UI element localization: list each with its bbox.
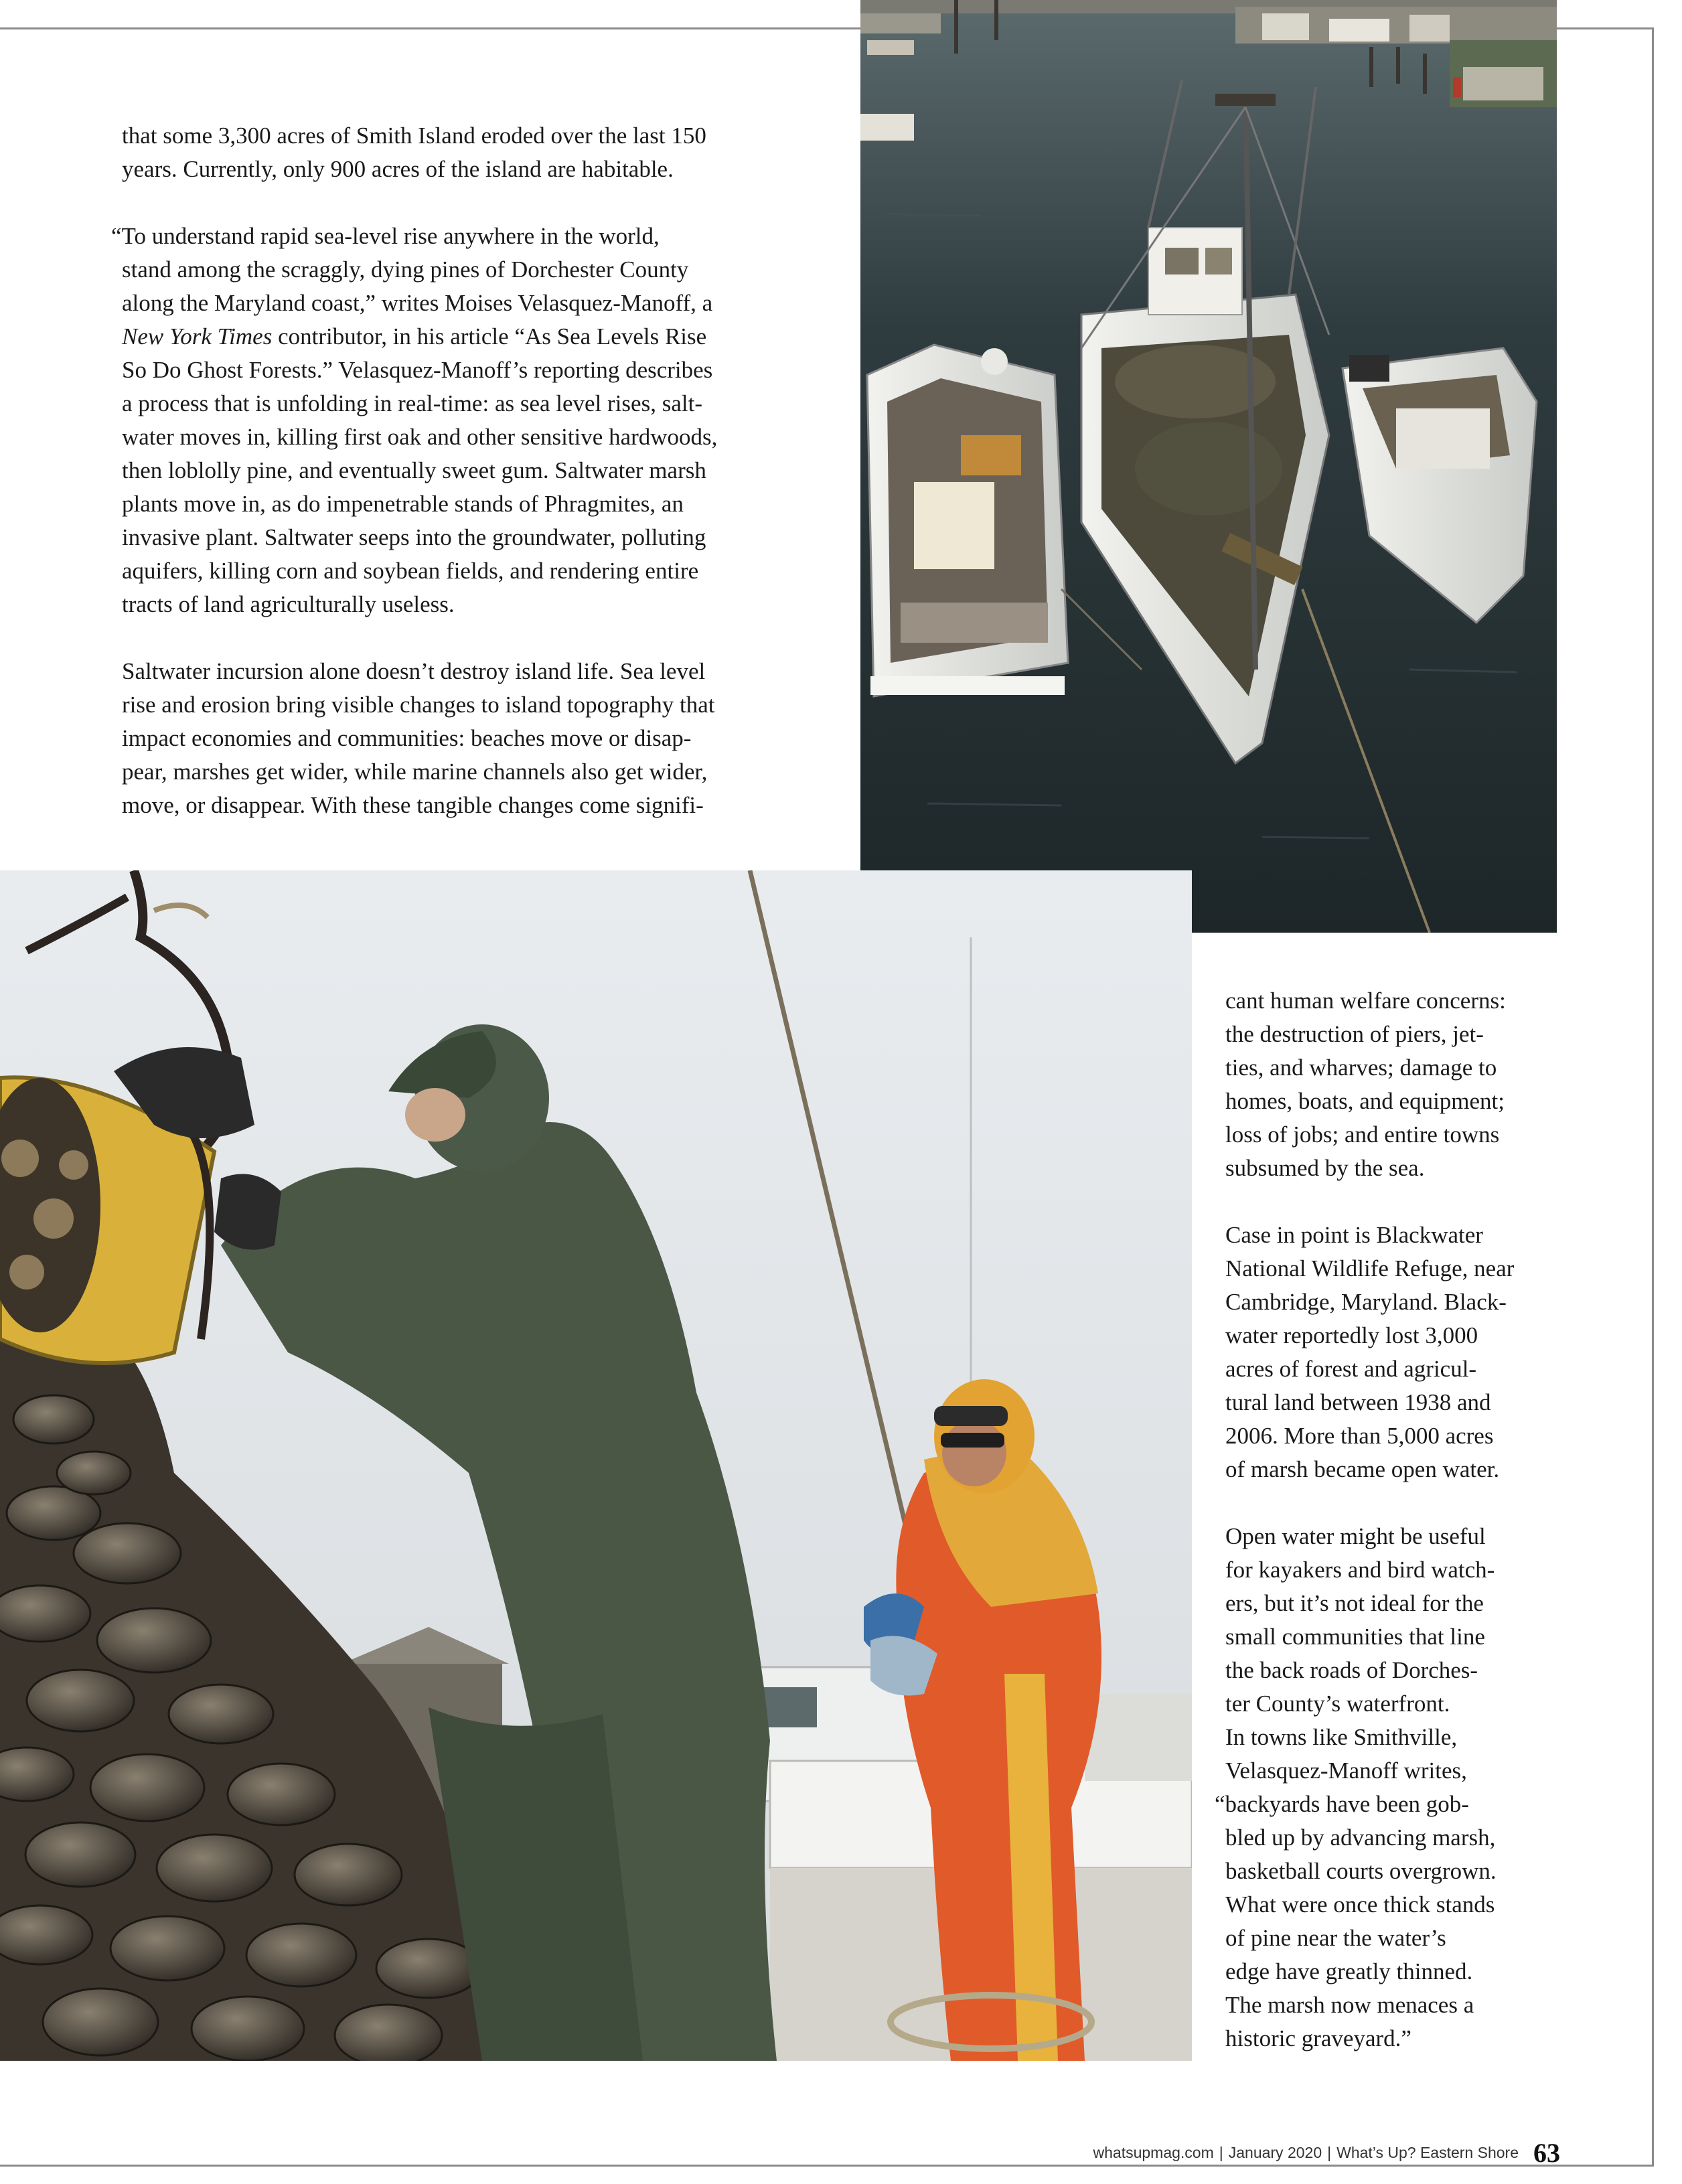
article-left-column xyxy=(111,119,828,856)
text-line: tural land between 1938 and xyxy=(1225,1389,1491,1415)
text-line: for kayakers and bird watch- xyxy=(1225,1557,1495,1583)
text-line: cant human welfare concerns: xyxy=(1225,988,1506,1014)
text-line: impact economies and communities: beaches move or disap- xyxy=(122,725,692,751)
text-line: of marsh became open water. xyxy=(1225,1456,1500,1482)
page-footer xyxy=(1004,2137,1560,2171)
text-line: 2006. More than 5,000 acres xyxy=(1225,1423,1494,1449)
footer-publication: What’s Up? Eastern Shore xyxy=(1336,2144,1519,2161)
text-line: “backyards have been gob- xyxy=(1215,1791,1469,1817)
text-line: So Do Ghost Forests.” Velasquez-Manoff’s reporting describes xyxy=(122,357,713,383)
publication-name-italic: New York Times xyxy=(122,323,273,349)
text-line: of pine near the water’s xyxy=(1225,1925,1446,1951)
text-line: that some 3,300 acres of Smith Island eroded over the last 150 xyxy=(122,123,706,149)
paragraph-open-water xyxy=(1215,1520,1574,2055)
text-line: rise and erosion bring visible changes to island topography that xyxy=(122,692,715,718)
text-line: the back roads of Dorches- xyxy=(1225,1657,1478,1683)
text-line: a process that is unfolding in real-time: as sea level rises, salt- xyxy=(122,390,702,416)
text-line: “To understand rapid sea-level rise anywhere in the world, xyxy=(111,223,660,249)
text-line: plants move in, as do impenetrable stands of Phragmites, an xyxy=(122,491,684,517)
text-line: Velasquez-Manoff writes, xyxy=(1225,1758,1467,1784)
text-line: water reportedly lost 3,000 xyxy=(1225,1322,1478,1348)
text-line: invasive plant. Saltwater seeps into the groundwater, polluting xyxy=(122,524,706,550)
footer-separator: | xyxy=(1327,2144,1332,2161)
text-line: bled up by advancing marsh, xyxy=(1225,1824,1496,1851)
oystermen-illustration xyxy=(0,870,1192,2061)
text-line: historic graveyard.” xyxy=(1225,2025,1411,2051)
footer-issue: January 2020 xyxy=(1228,2144,1322,2161)
text-line: loss of jobs; and entire towns xyxy=(1225,1121,1500,1148)
text-line: subsumed by the sea. xyxy=(1225,1155,1425,1181)
photo-oyster-boats xyxy=(860,0,1557,933)
article-right-column xyxy=(1215,984,1574,2089)
footer-site: whatsupmag.com xyxy=(1093,2144,1214,2161)
text-line: edge have greatly thinned. xyxy=(1225,1958,1473,1984)
page-number: 63 xyxy=(1533,2138,1560,2168)
text-line: Saltwater incursion alone doesn’t destroy island life. Sea level xyxy=(122,658,706,684)
text-line: ter County’s waterfront. xyxy=(1225,1691,1450,1717)
text-line: water moves in, killing first oak and other sensitive hardwoods, xyxy=(122,424,718,450)
text-line: ers, but it’s not ideal for the xyxy=(1225,1590,1484,1616)
paragraph-smith-island xyxy=(122,119,828,186)
text-line: years. Currently, only 900 acres of the island are habitable. xyxy=(122,156,674,182)
text-line: Cambridge, Maryland. Black- xyxy=(1225,1289,1507,1315)
text-line: the destruction of piers, jet- xyxy=(1225,1021,1484,1047)
left-workboat xyxy=(867,345,1068,696)
text-line: Case in point is Blackwater xyxy=(1225,1222,1483,1248)
text-line: move, or disappear. With these tangible changes come signifi- xyxy=(122,792,704,818)
paragraph-saltwater-incursion xyxy=(122,655,828,822)
text-line: In towns like Smithville, xyxy=(1225,1724,1458,1750)
text-line xyxy=(122,320,828,354)
paragraph-human-welfare xyxy=(1225,984,1574,1185)
text-line: homes, boats, and equipment; xyxy=(1225,1088,1505,1114)
text-line: National Wildlife Refuge, near xyxy=(1225,1255,1515,1281)
text-line: Open water might be useful xyxy=(1225,1523,1486,1549)
text-line: aquifers, killing corn and soybean fields, and rendering entire xyxy=(122,558,699,584)
text-line: basketball courts overgrown. xyxy=(1225,1858,1497,1884)
text-line: stand among the scraggly, dying pines of Dorchester County xyxy=(122,256,689,283)
paragraph-blackwater-refuge xyxy=(1225,1219,1574,1486)
text-line: small communities that line xyxy=(1225,1624,1485,1650)
text-line: then loblolly pine, and eventually sweet gum. Saltwater marsh xyxy=(122,457,706,483)
text-line: tracts of land agriculturally useless. xyxy=(122,591,455,617)
text-line: pear, marshes get wider, while marine channels also get wider, xyxy=(122,759,708,785)
text-line: The marsh now menaces a xyxy=(1225,1992,1474,2018)
text-line: What were once thick stands xyxy=(1225,1891,1495,1918)
text-line: along the Maryland coast,” writes Moises Velasquez-Manoff, a xyxy=(122,290,713,316)
paragraph-quote-velasquez xyxy=(111,220,828,621)
text-line: ties, and wharves; damage to xyxy=(1225,1055,1497,1081)
footer-separator: | xyxy=(1219,2144,1223,2161)
text-line-rest: contributor, in his article “As Sea Levels Rise xyxy=(272,323,707,349)
boats-illustration xyxy=(860,0,1557,933)
page-frame-right-rule xyxy=(1652,27,1654,2167)
text-line: acres of forest and agricul- xyxy=(1225,1356,1477,1382)
photo-oystermen xyxy=(0,870,1192,2061)
